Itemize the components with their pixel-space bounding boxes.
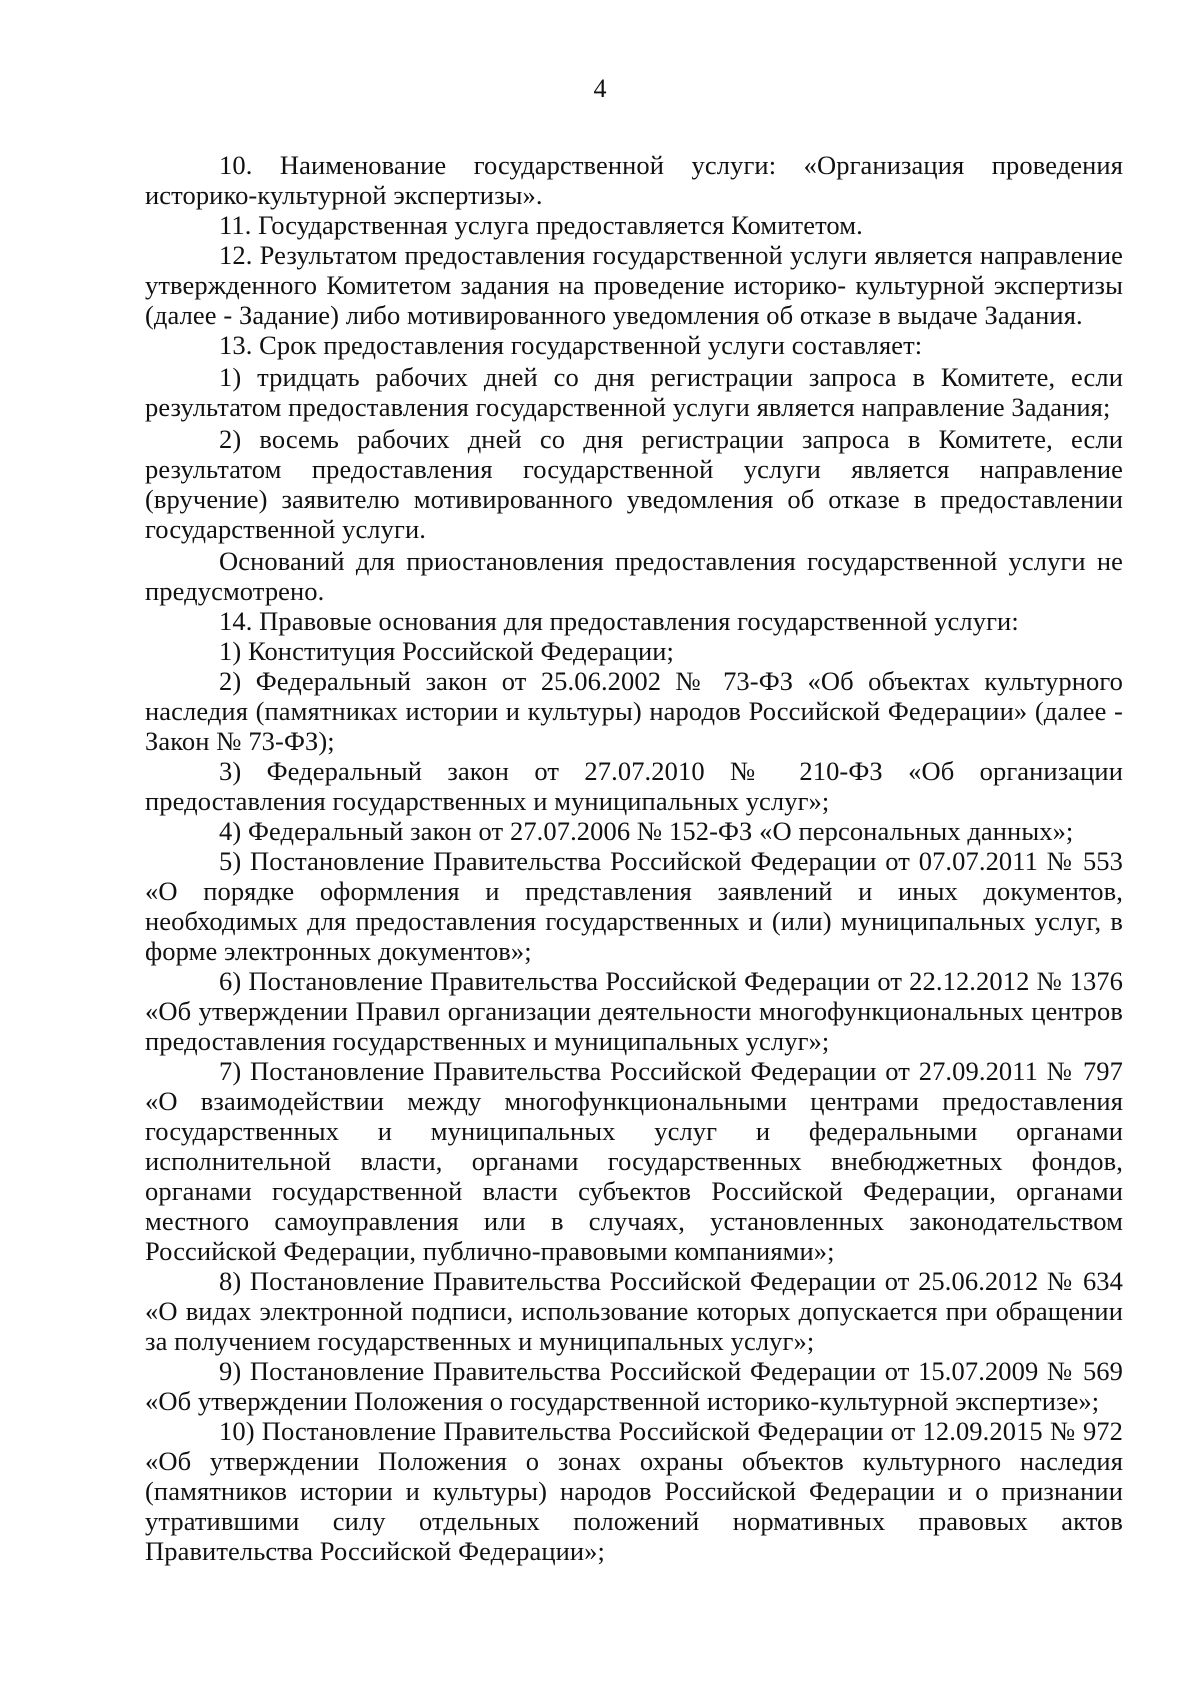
list-item-term-1: 1) тридцать рабочих дней со дня регистрации запроса в Комитете, если результатом предоставления государственной услуги является направление Задания; [145,362,1123,422]
list-item-law-4: 4) Федеральный закон от 27.07.2006 № 152-ФЗ «О персональных данных»; [219,816,1074,846]
list-item-law-10: 10) Постановление Правительства Российской Федерации от 12.09.2015 № 972 «Об утверждении Положения о зонах охраны объектов культурного наследия (памятников истории и культуры) народов Российской Федерации и о признании утратившими силу отдельных положений нормативных правовых актов Правительства Российской Федерации»; [145,1416,1123,1566]
paragraph-service-term: 13. Срок предоставления государственной услуги составляет: [219,330,923,360]
list-item-law-2: 2) Федеральный закон от 25.06.2002 № 73-ФЗ «Об объектах культурного наследия (памятниках истории и культуры) народов Российской Федерации» (далее - Закон № 73-ФЗ); [145,666,1123,756]
paragraph-service-result: 12. Результатом предоставления государственной услуги является направление утвержденного Комитетом задания на проведение историко- культурной экспертизы (далее - Задание) либо мотивированного уведомления об отказе в выдаче Задания. [145,240,1123,330]
list-item-term-2: 2) восемь рабочих дней со дня регистрации запроса в Комитете, если результатом предоставления государственной услуги является направление (вручение) заявителю мотивированного уведомления об отказе в предоставлении государственной услуги. [145,424,1123,544]
paragraph-service-provider: 11. Государственная услуга предоставляется Комитетом. [219,210,863,240]
document-body [145,150,1123,1566]
list-item-law-5: 5) Постановление Правительства Российской Федерации от 07.07.2011 № 553 «О порядке оформления и представления заявлений и иных документов, необходимых для предоставления государственных и (или) муниципальных услуг, в форме электронных документов»; [145,846,1123,966]
list-item-law-7: 7) Постановление Правительства Российской Федерации от 27.09.2011 № 797 «О взаимодействии между многофункциональными центрами предоставления государственных и муниципальных услуг и федеральными органами исполнительной власти, органами государственных внебюджетных фондов, органами государственной власти субъектов Российской Федерации, органами местного самоуправления или в случаях, установленных законодательством Российской Федерации, публично-правовыми компаниями»; [145,1056,1123,1266]
page-number: 4 [593,74,607,103]
list-item-law-9: 9) Постановление Правительства Российской Федерации от 15.07.2009 № 569 «Об утверждении Положения о государственной историко-культурной экспертизе»; [145,1356,1123,1416]
paragraph-no-suspension: Оснований для приостановления предоставления государственной услуги не предусмотрено. [145,546,1123,606]
list-item-law-3: 3) Федеральный закон от 27.07.2010 № 210-ФЗ «Об организации предоставления государственных и муниципальных услуг»; [145,756,1123,816]
paragraph-service-name: 10. Наименование государственной услуги: «Организация проведения историко-культурной экспертизы». [145,150,1123,210]
list-item-law-6: 6) Постановление Правительства Российской Федерации от 22.12.2012 № 1376 «Об утверждении Правил организации деятельности многофункциональных центров предоставления государственных и муниципальных услуг»; [145,966,1123,1056]
paragraph-legal-grounds: 14. Правовые основания для предоставления государственной услуги: [219,606,1019,636]
list-item-law-8: 8) Постановление Правительства Российской Федерации от 25.06.2012 № 634 «О видах электронной подписи, использование которых допускается при обращении за получением государственных и муниципальных услуг»; [145,1266,1123,1356]
list-item-law-1: 1) Конституция Российской Федерации; [219,636,675,666]
